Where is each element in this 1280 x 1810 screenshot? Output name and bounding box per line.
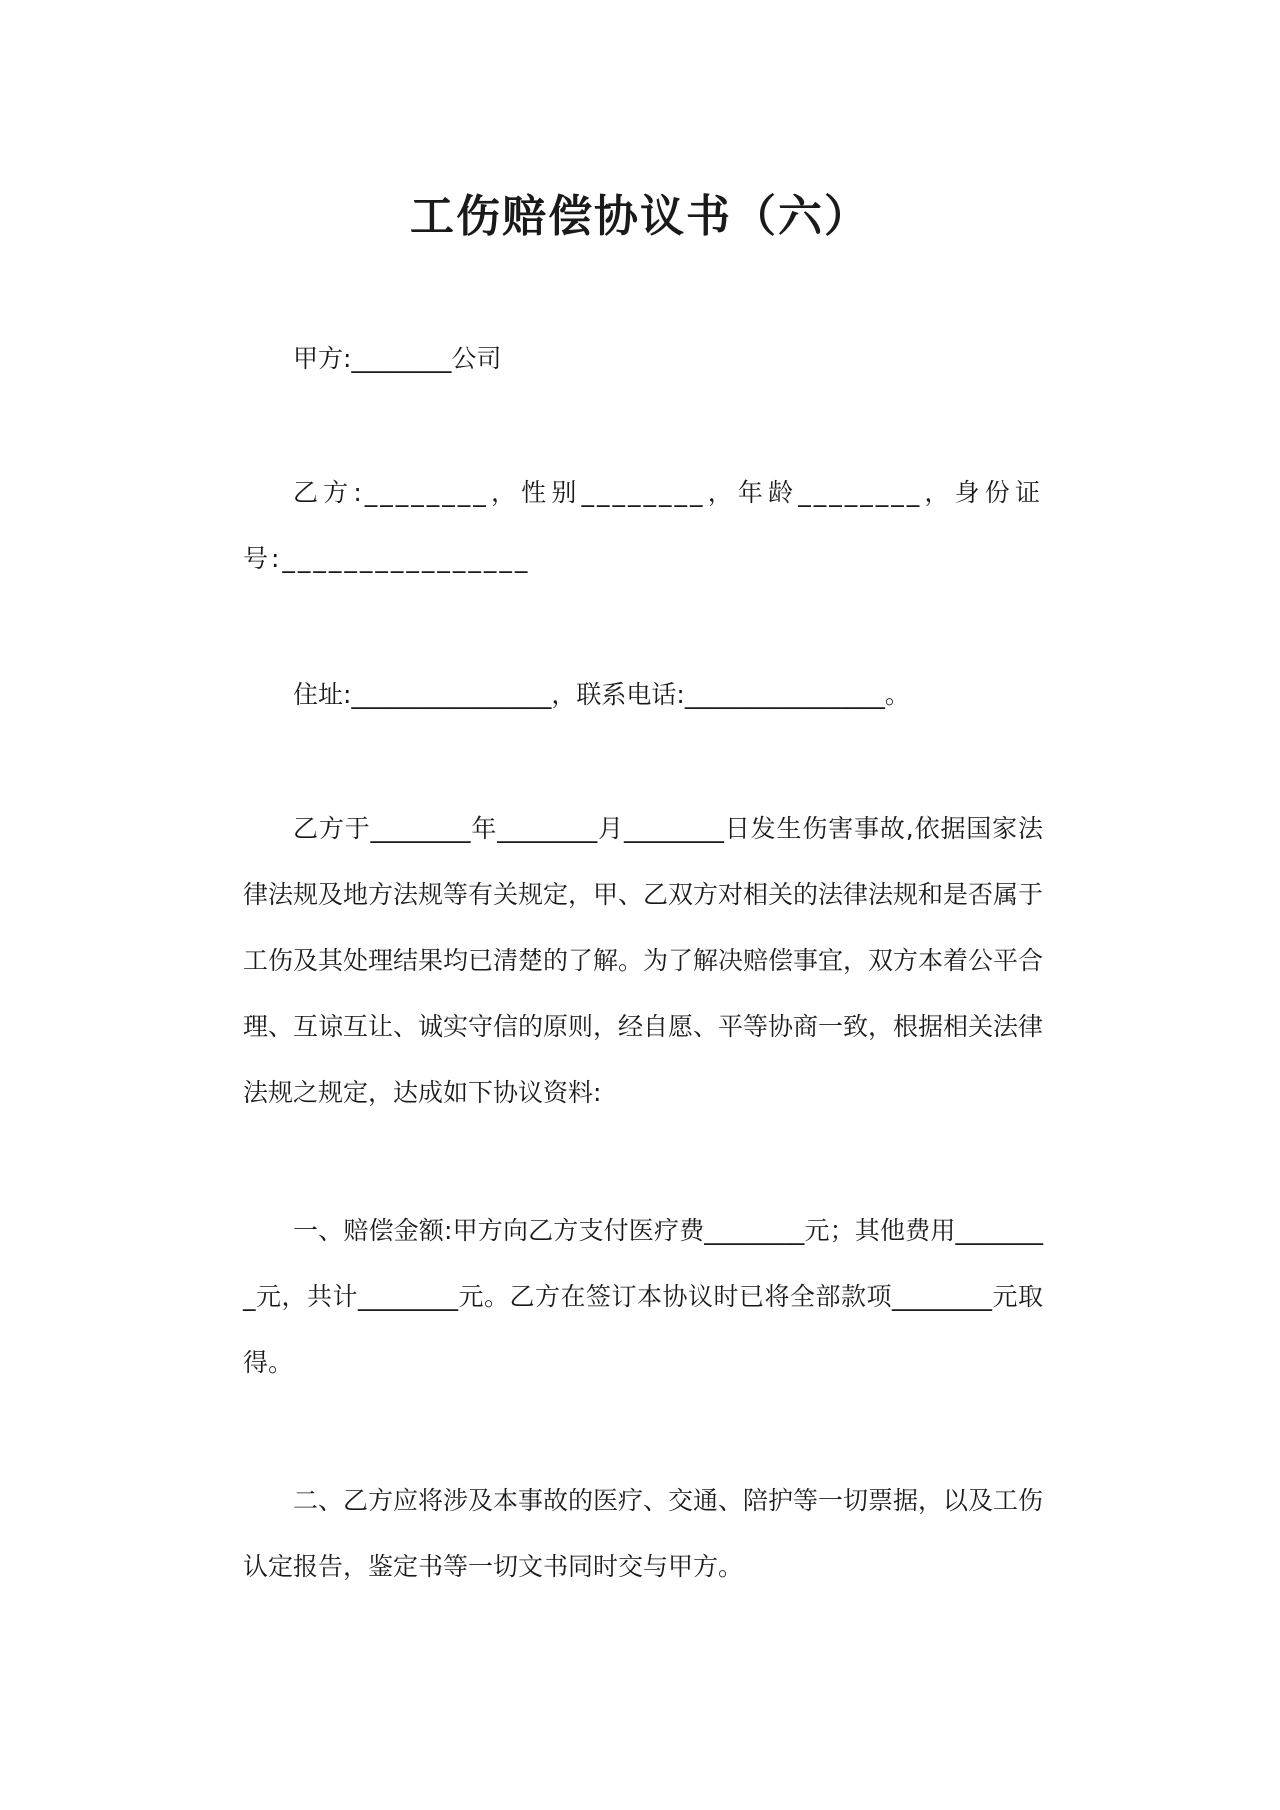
clause-2-paragraph: 二、乙方应将涉及本事故的医疗、交通、陪护等一切票据，以及工伤认定报告，鉴定书等一切文书同时交与甲方。 [243, 1486, 1044, 1581]
clause-1-paragraph: 一、赔偿金额:甲方向乙方支付医疗费________元；其他费用________元，共计________元。乙方在签订本协议时已将全部款项________元取得。 [243, 1216, 1043, 1377]
party-a-line: 甲方:________公司 [293, 344, 502, 373]
intro-paragraph: 乙方于________年________月________日发生伤害事故,依据国家法律法规及地方法规等有关规定，甲、乙双方对相关的法律法规和是否属于工伤及其处理结果均已清楚的了解。为了解决赔偿事宜，双方本着公平合理、互谅互让、诚实守信的原则，经自愿、平等协商一致，根据相关法律法规之规定，达成如下协议资料: [243, 814, 1044, 1107]
document-title: 工伤赔偿协议书（六） [410, 191, 870, 242]
address-line: 住址:________________，联系电话:________________。 [293, 680, 910, 709]
party-b-line: 乙方:________，性别________，年龄________，身份证号:________________ [243, 478, 1043, 573]
